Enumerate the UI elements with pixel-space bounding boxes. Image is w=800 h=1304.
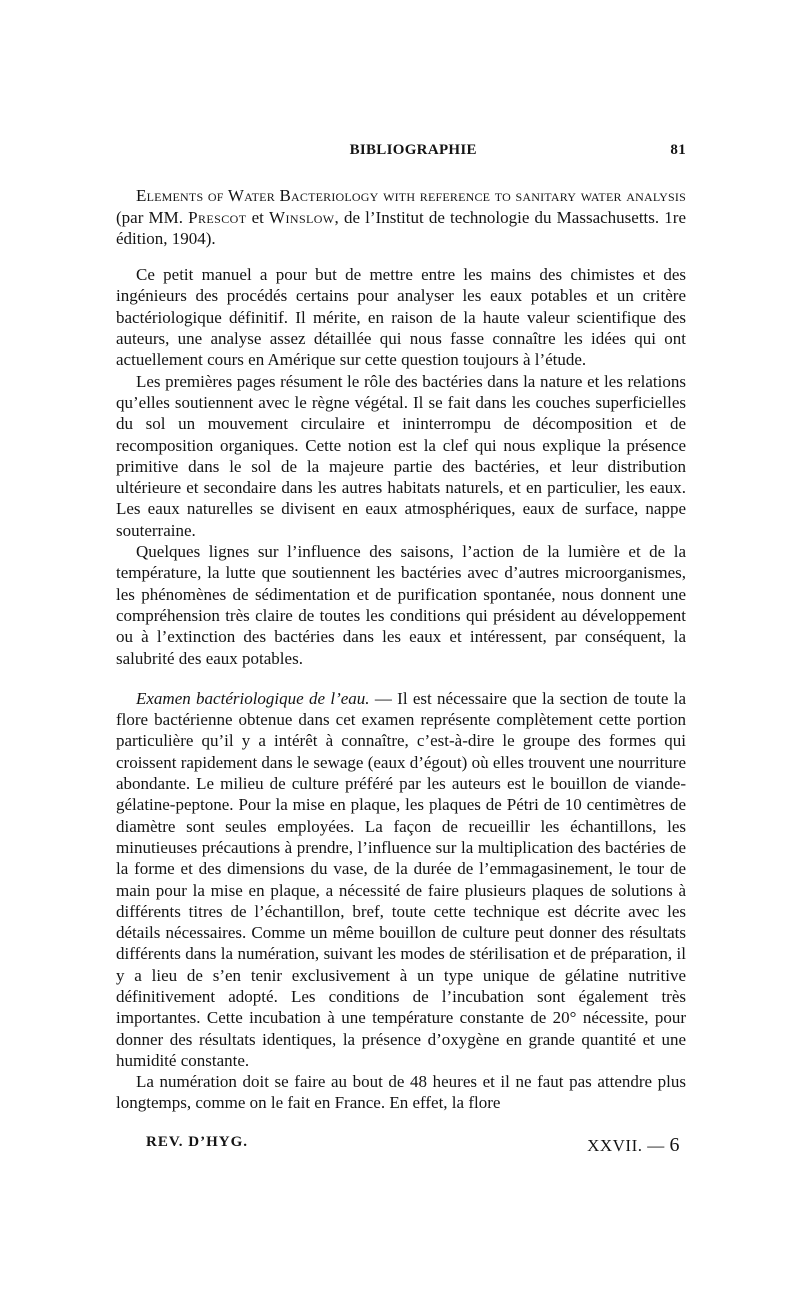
paragraph-4 [116,688,686,1071]
author-winslow: Winslow [269,207,335,227]
book-page [116,140,686,1114]
page-number: 81 [670,142,686,158]
printer-signature-line [146,1134,686,1157]
paragraph-5: La numération doit se faire au bout de 48 heures et il ne faut pas attendre plus longtemps, comme on le fait en France. En effet, la flore [116,1072,686,1113]
signature-number: 6 [669,1134,680,1156]
author-prescot: Prescot [188,207,247,227]
paragraph-4-body: — Il est nécessaire que la section de toute la flore bactérienne obtenue dans cet examen représente complètement cette portion particulière qu’il y a intérêt à connaître, c’est-à-dire le groupe des formes qui croissent rapidement dans le sewage (eaux d’égout) où elles trouvent une nourriture abondante. Le milieu de culture préféré par les auteurs est le bouillon de viande-gélatine-peptone. Pour la mise en plaque, les plaques de Pétri de 10 centimètres de diamètre sont seules employées. La façon de recueillir les échantillons, les minutieuses précautions à prendre, l’influence sur la multiplication des bactéries de la forme et des dimensions du vase, de la durée de l’emmagasinement, le tour de main pour la mise en plaque, a nécessité de faire plusieurs plaques de solutions à différents titres de l’échantillon, bref, toute cette technique est décrite avec les détails nécessaires. Comme un même bouillon de culture peut donner des résultats différents dans la numération, suivant les modes de stérilisation et de préparation, il y a lieu de s’en tenir exclusivement à un type unique de gélatine nutritive définitivement adopté. Les conditions de l’incubation sont également très importantes. Cette incubation à une température constante de 20° nécessite, pour donner des résultats identiques, la présence d’oxygène en grande quantité et une humidité constante. [116,688,686,1070]
section-gap [116,669,686,688]
signature-volume: XXVII. — [587,1136,670,1155]
entry-rest: , de l’Institut de technologie du Massachusetts. 1re édition, 1904). [116,207,686,248]
book-title: Elements of Water Bacteriology with reference to sanitary water analysis [136,186,686,206]
signature-left: REV. D’HYG. [146,1134,248,1150]
authors-prefix: (par MM. [116,207,189,227]
paragraph-1: Ce petit manuel a pour but de mettre entre les mains des chimistes et des ingénieurs des procédés certains pour analyser les eaux potables et un critère bactériologique définitif. Il mérite, en raison de la haute valeur scientifique des auteurs, une analyse assez détaillée qui nous fasse connaître les idées qui ont actuellement cours en Amérique sur cette question toujours à l’étude. [116,265,686,370]
running-header [116,140,686,161]
signature-right [587,1134,686,1157]
header-title: BIBLIOGRAPHIE [349,142,477,158]
paragraph-3: Quelques lignes sur l’influence des saisons, l’action de la lumière et de la température, la lutte que soutiennent les bactéries avec d’autres microorganismes, les phénomènes de sédimentation et de purification spontanée, nous donnent une compréhension très claire de toutes les conditions qui président au développement ou à l’extinction des bactéries dans les eaux et intéressent, par conséquent, la salubrité des eaux potables. [116,542,686,668]
bibliographic-entry [116,185,686,249]
paragraph-2: Les premières pages résument le rôle des bactéries dans la nature et les relations qu’elles soutiennent avec le règne végétal. Il se fait dans les couches superficielles du sol un mouvement circulaire et ininterrompu de décomposition et de recomposition organiques. Cette notion est la clef qui nous explique la présence primitive dans le sol de la majeure partie des bactéries, et leur distribution ultérieure et secondaire dans les autres habitats naturels, et en particulier, les eaux. Les eaux naturelles se divisent en eaux atmosphériques, eaux de surface, nappe souterraine. [116,371,686,540]
section-heading: Examen bactériologique de l’eau. [136,688,370,708]
authors-and: et [246,207,270,227]
